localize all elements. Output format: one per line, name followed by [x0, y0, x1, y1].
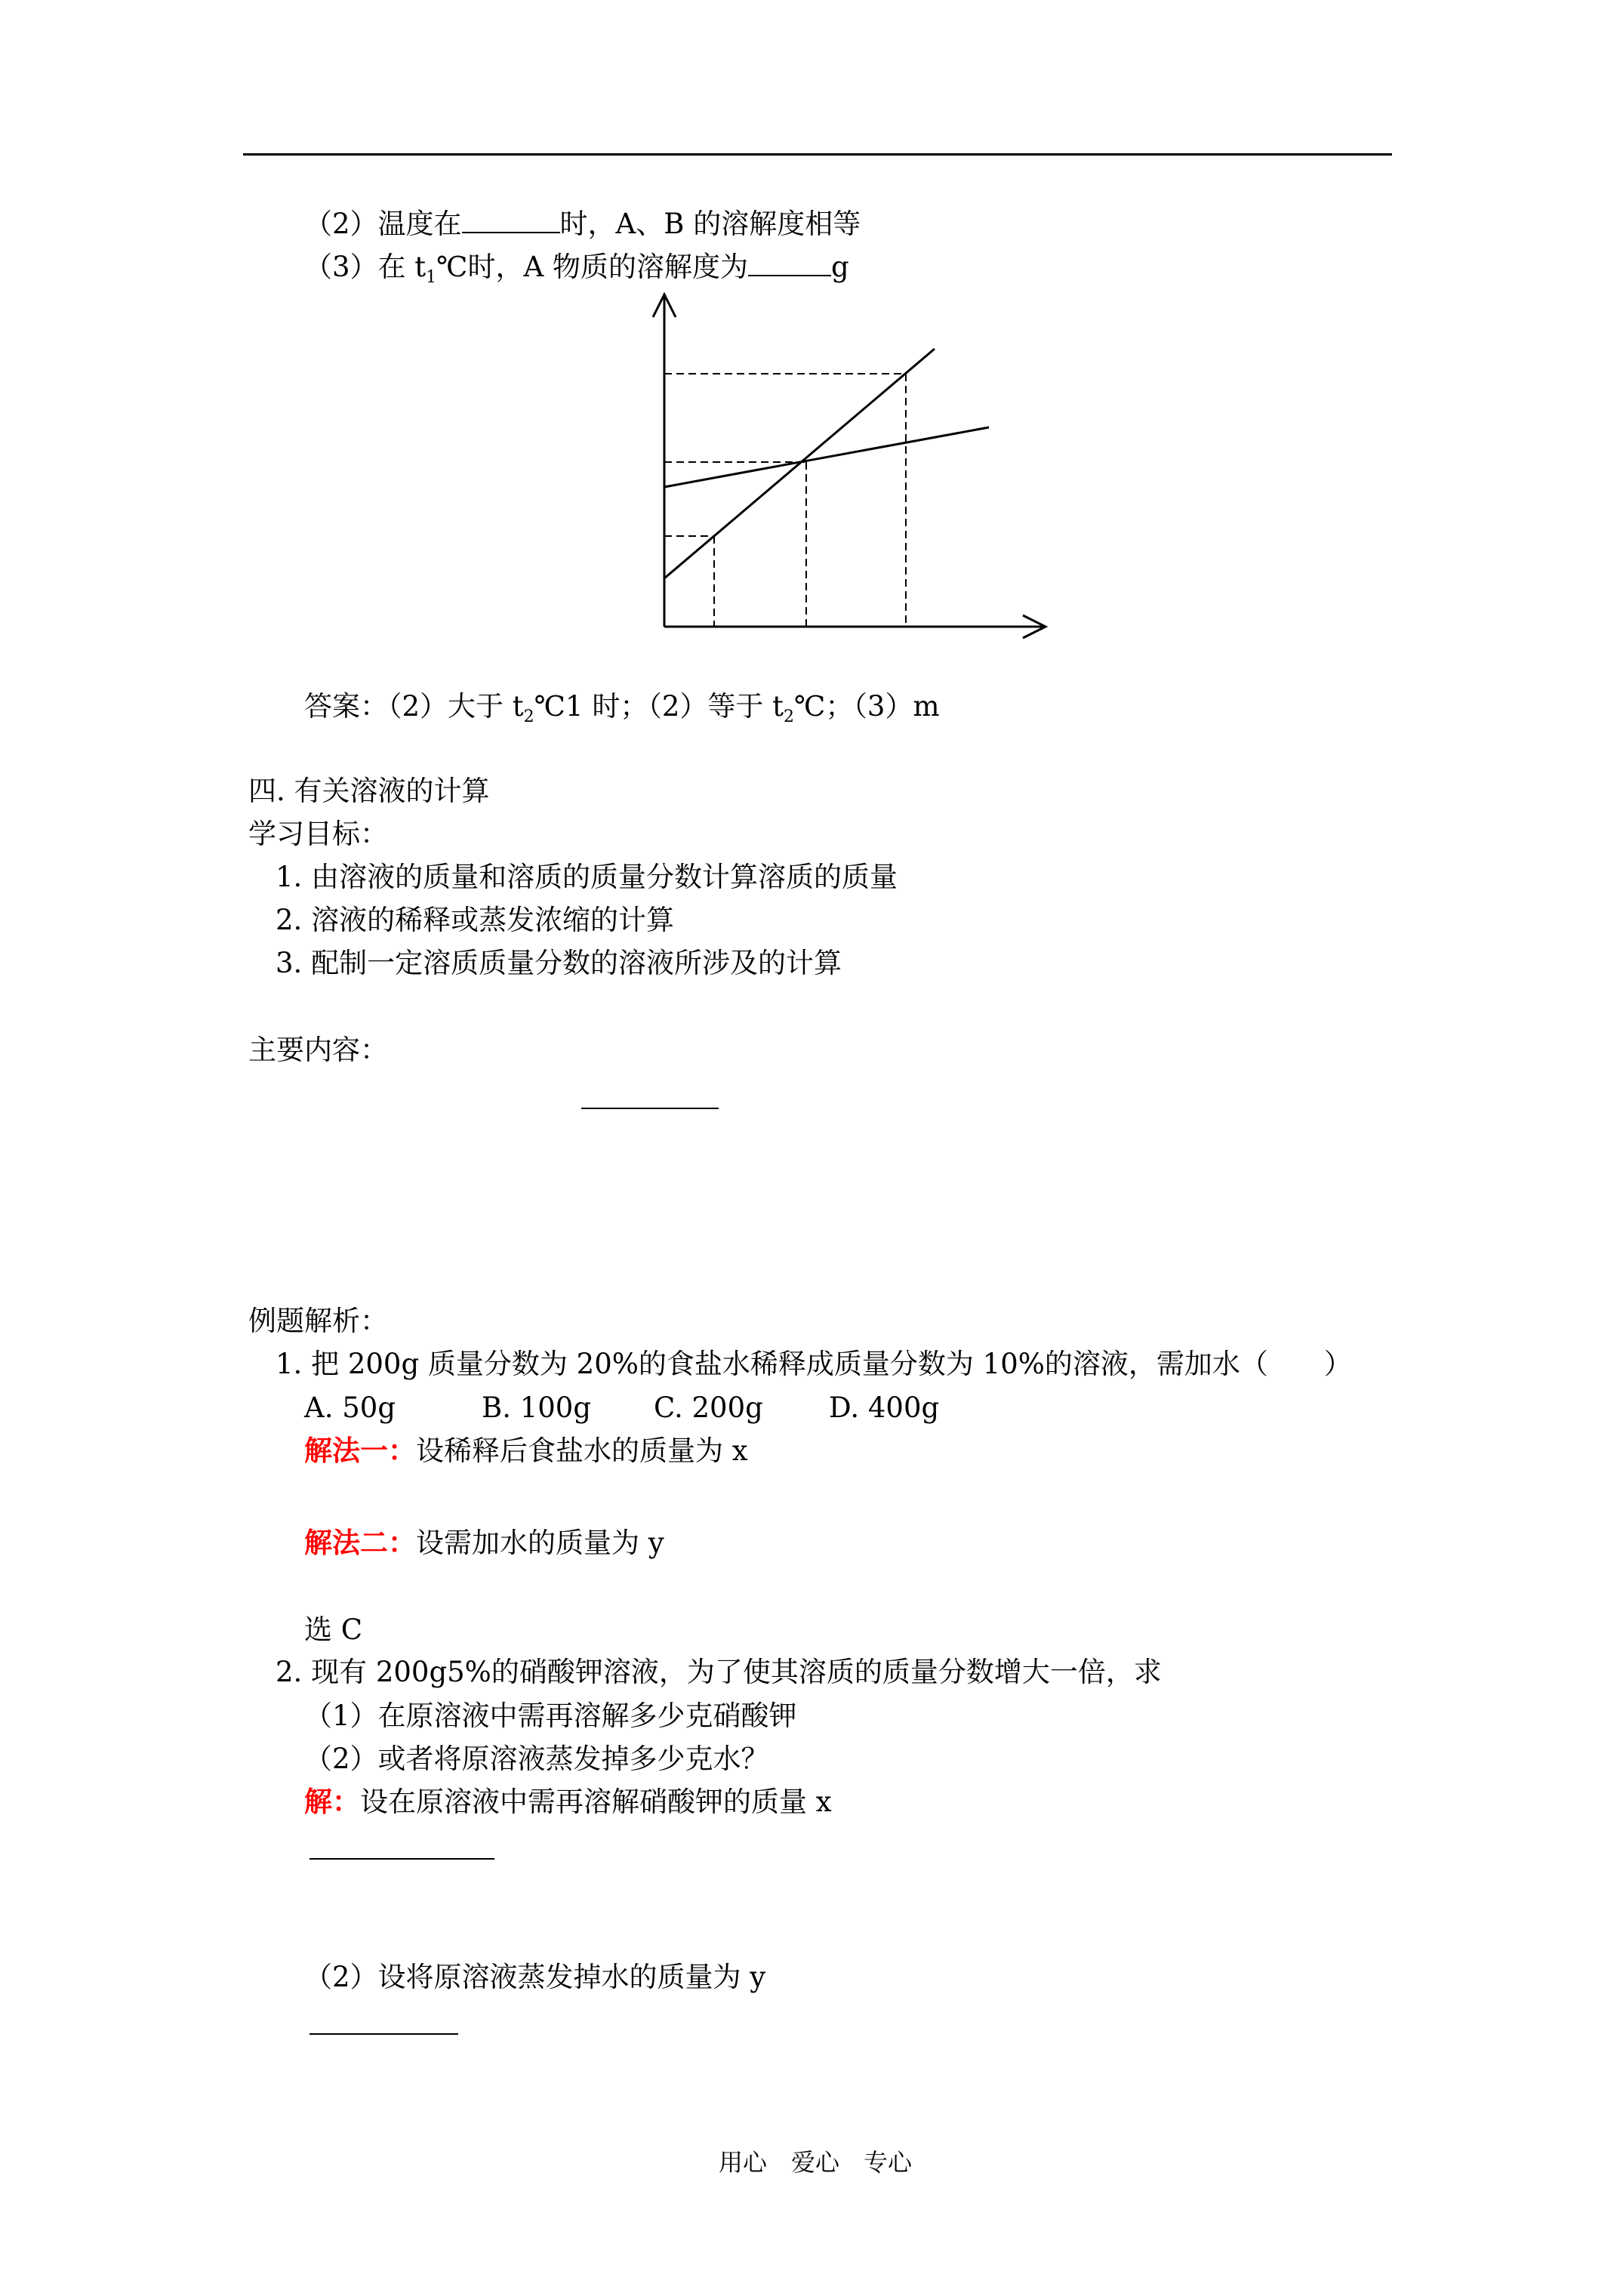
goal-item: 2. 溶液的稀释或蒸发浓缩的计算: [276, 904, 675, 936]
curve-b: [664, 427, 989, 487]
example-2-question: 2. 现有 200g5%的硝酸钾溶液，为了使其溶质的质量分数增大一倍，求: [276, 1656, 1162, 1688]
solution-2-blank: [310, 2033, 458, 2035]
method-1: 解法一：设稀释后食盐水的质量为 x: [304, 1434, 748, 1467]
method-1-label: 解法一：: [304, 1434, 416, 1467]
example-2-sub1: （1）在原溶液中需再溶解多少克硝酸钾: [304, 1700, 797, 1732]
example-2-sub2: （2）或者将原溶液蒸发掉多少克水？: [304, 1743, 769, 1775]
content-blank: [581, 1108, 719, 1109]
solution-2: （2）设将原溶液蒸发掉水的质量为 y: [304, 1961, 766, 1993]
answer-line: 答案：（2）大于 $t_2℃1$ 时；（2）等于 $t_2℃$；（3）m: [304, 690, 940, 726]
answer-blank: [748, 252, 831, 276]
example-1-question: 1. 把 200g 质量分数为 20%的食盐水稀释成质量分数为 10%的溶液，需加水（ ）: [276, 1348, 1352, 1380]
goals-label: 学习目标：: [248, 818, 388, 850]
method-2: 解法二：设需加水的质量为 y: [304, 1526, 664, 1559]
section-title: 四. 有关溶液的计算: [248, 775, 490, 807]
option-d: D. 400g: [829, 1391, 940, 1424]
curve-a: [664, 349, 935, 578]
goal-item: 1. 由溶液的质量和溶质的质量分数计算溶质的质量: [276, 861, 898, 893]
option-c: C. 200g: [654, 1391, 763, 1424]
solution: 解：设在原溶液中需再溶解硝酸钾的质量 x: [304, 1785, 832, 1818]
solution-blank: [310, 1858, 494, 1860]
solution-label: 解：: [304, 1785, 360, 1818]
question-2: （2）温度在 时，A、B 的溶解度相等: [304, 208, 861, 240]
footer: 用心 爱心 专心: [719, 2148, 913, 2177]
header-rule: [243, 153, 1392, 156]
answer-blank: [462, 209, 560, 233]
option-a: A. 50g: [304, 1391, 396, 1424]
goal-item: 3. 配制一定溶质质量分数的溶液所涉及的计算: [276, 947, 842, 979]
question-3: （3）在 $t_1℃$时，A 物质的溶解度为 g: [304, 251, 849, 287]
choice: 选 C: [304, 1613, 363, 1646]
option-b: B. 100g: [482, 1391, 592, 1424]
examples-label: 例题解析：: [248, 1305, 388, 1337]
solubility-graph: [649, 287, 1057, 642]
main-content-label: 主要内容：: [248, 1034, 388, 1066]
method-2-label: 解法二：: [304, 1526, 416, 1559]
